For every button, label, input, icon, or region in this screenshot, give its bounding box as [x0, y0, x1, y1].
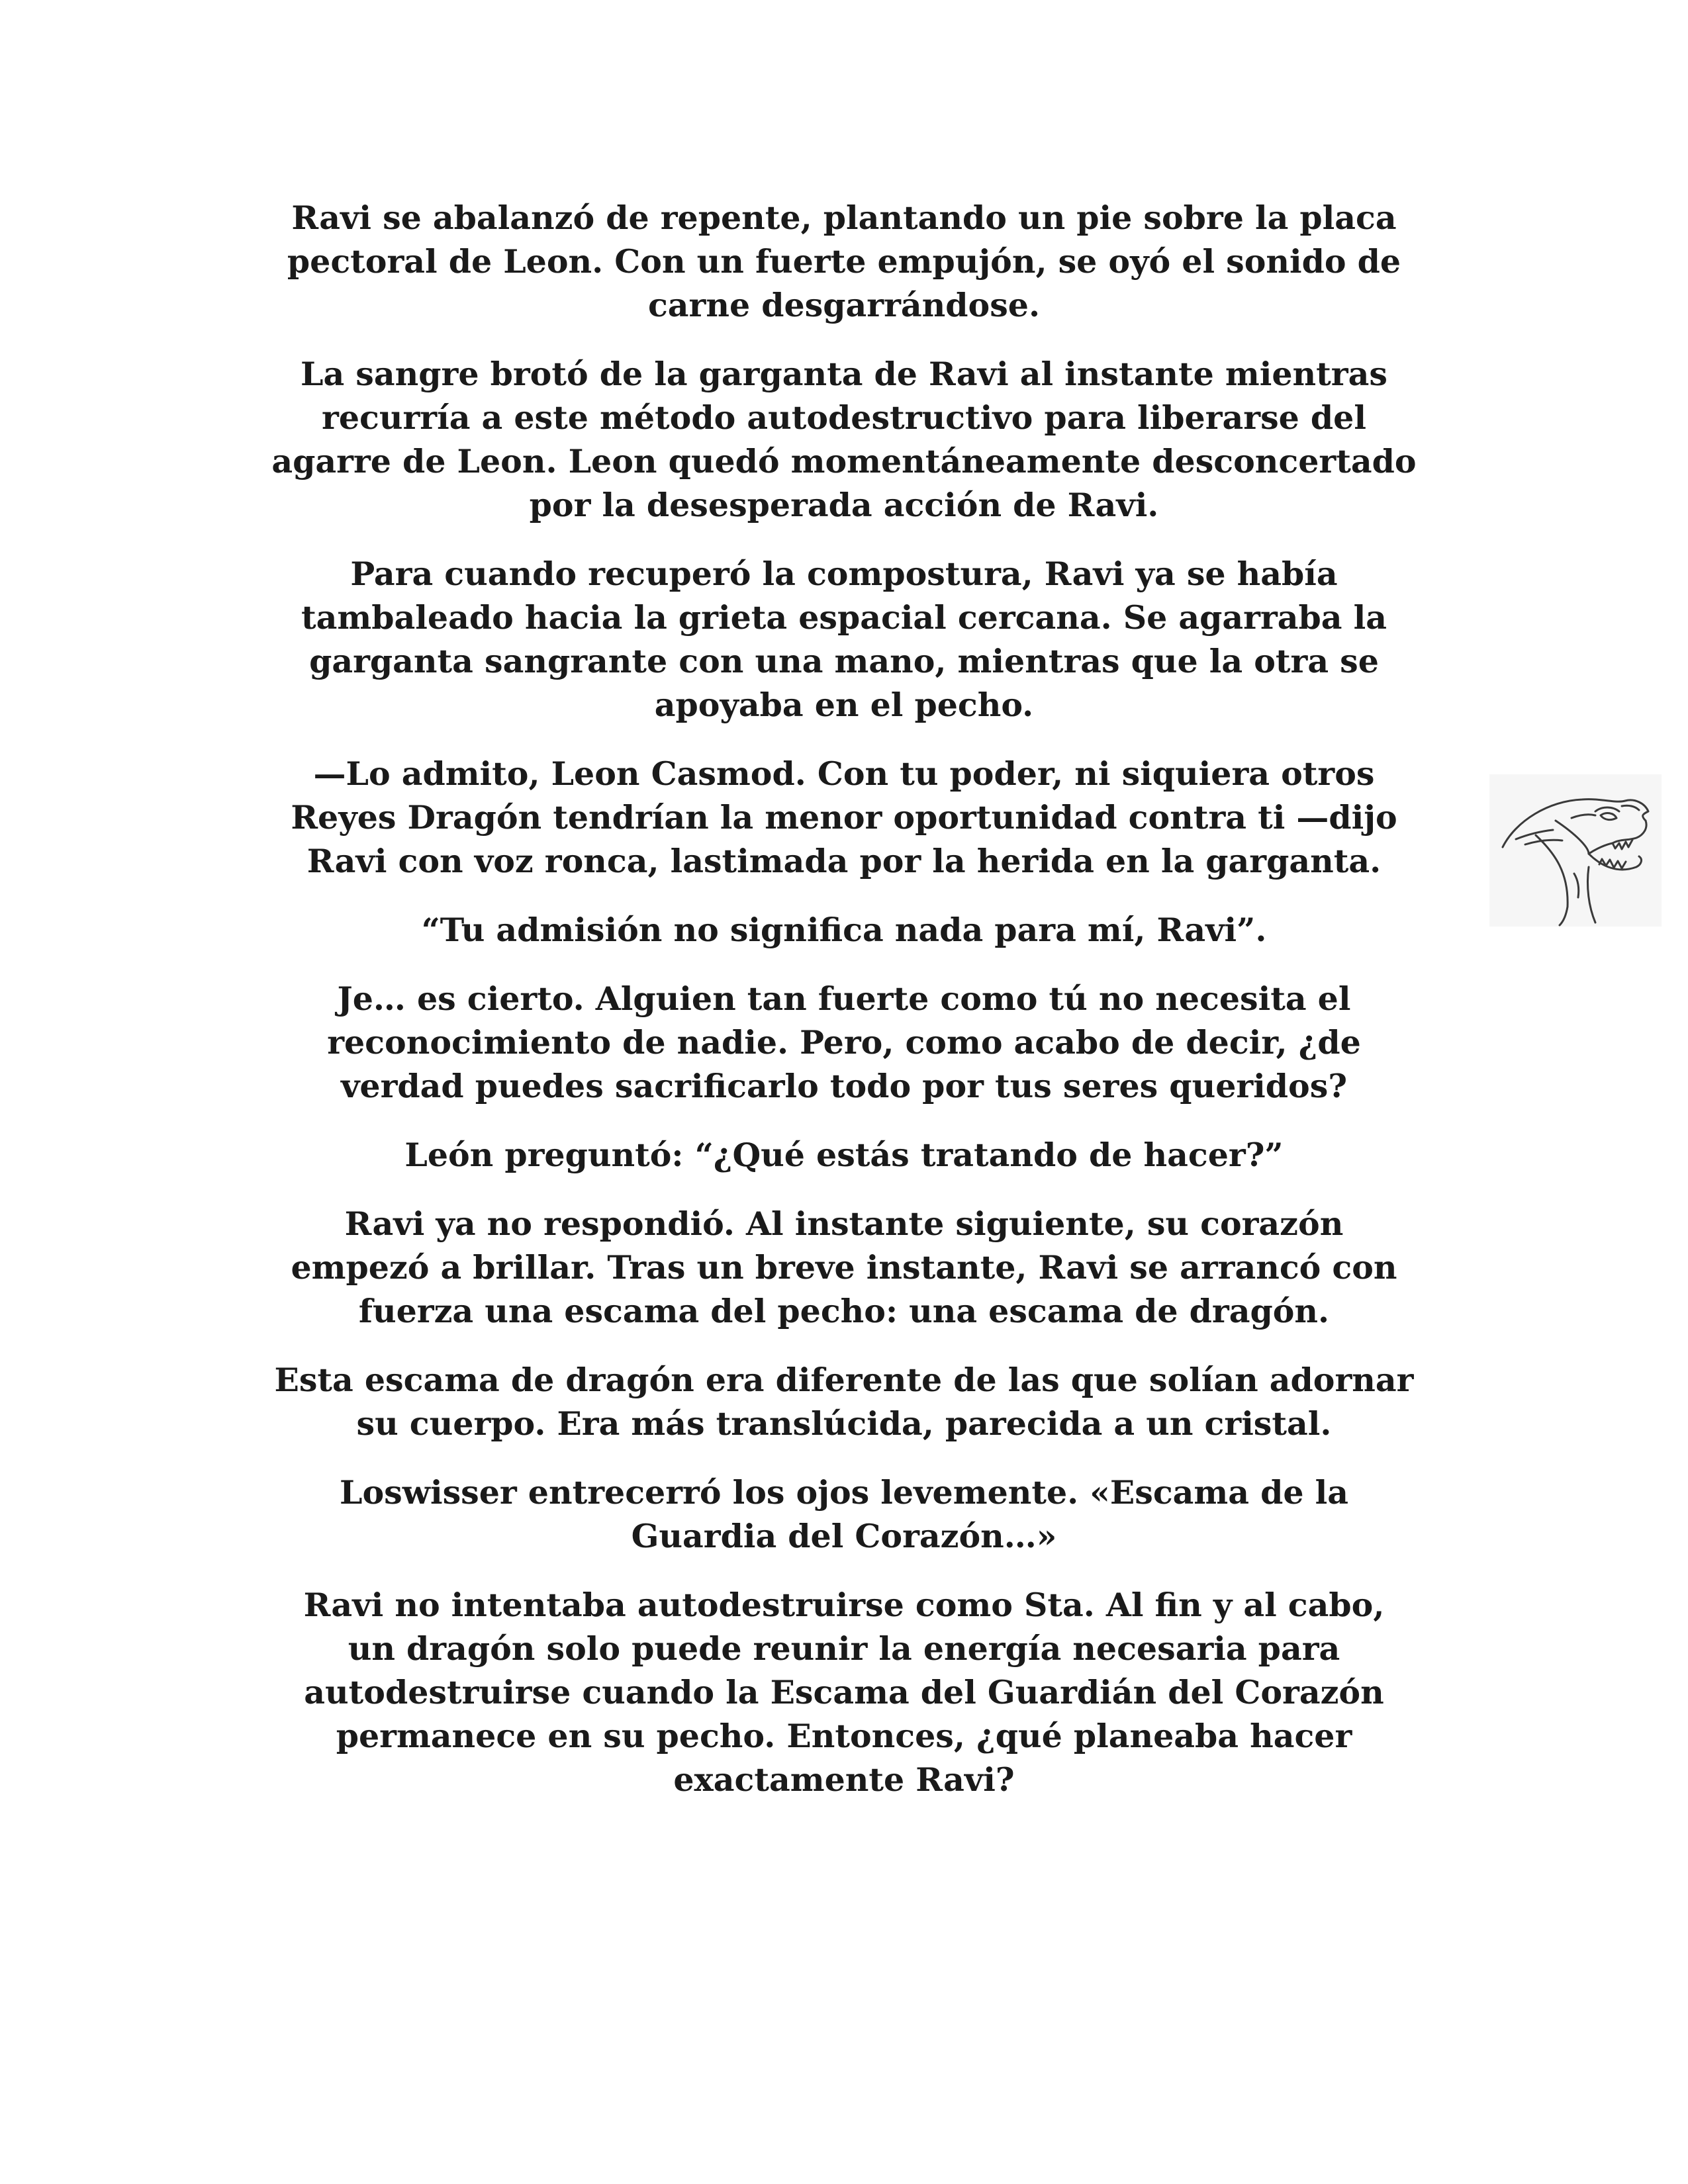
paragraph-7: [225, 1133, 1463, 1177]
text-line: empezó a brillar. Tras un breve instante, Ravi se arrancó con: [291, 1248, 1397, 1287]
paragraph-5: [225, 908, 1463, 952]
paragraph-3: [225, 552, 1463, 727]
paragraph-6: [225, 977, 1463, 1108]
text-line: Ravi con voz ronca, lastimada por la herida en la garganta.: [306, 842, 1382, 880]
text-line: agarre de Leon. Leon quedó momentáneamente desconcertado: [271, 442, 1417, 480]
text-line: Ravi se abalanzó de repente, plantando un pie sobre la placa: [291, 199, 1397, 237]
text-line: por la desesperada acción de Ravi.: [529, 486, 1159, 524]
text-line: permanece en su pecho. Entonces, ¿qué planeaba hacer: [336, 1717, 1352, 1755]
text-line: verdad puedes sacrificarlo todo por tus seres queridos?: [340, 1067, 1348, 1105]
text-line: “Tu admisión no significa nada para mí, Ravi”.: [421, 911, 1267, 949]
text-line: pectoral de Leon. Con un fuerte empujón, se oyó el sonido de: [287, 242, 1401, 281]
text-line: —Lo admito, Leon Casmod. Con tu poder, ni siquiera otros: [313, 754, 1375, 793]
text-line: León preguntó: “¿Qué estás tratando de hacer?”: [404, 1136, 1284, 1174]
text-line: carne desgarrándose.: [647, 286, 1041, 324]
text-line: reconocimiento de nadie. Pero, como acabo de decir, ¿de: [327, 1023, 1361, 1062]
story-text: [225, 196, 1463, 1827]
text-line: un dragón solo puede reunir la energía necesaria para: [348, 1629, 1340, 1668]
text-line: recurría a este método autodestructivo para liberarse del: [322, 398, 1366, 437]
text-line: garganta sangrante con una mano, mientras que la otra se: [309, 642, 1379, 680]
text-line: Loswisser entrecerró los ojos levemente. «Escama de la: [340, 1473, 1348, 1512]
paragraph-1: [225, 196, 1463, 327]
text-line: fuerza una escama del pecho: una escama de dragón.: [358, 1292, 1330, 1330]
dinosaur-sketch-icon: [1489, 774, 1662, 927]
paragraph-11: [225, 1583, 1463, 1801]
paragraph-2: [225, 352, 1463, 527]
text-line: Ravi no intentaba autodestruirse como Sta. Al fin y al cabo,: [303, 1586, 1385, 1624]
text-line: Je… es cierto. Alguien tan fuerte como tú no necesita el: [337, 979, 1351, 1018]
paragraph-9: [225, 1358, 1463, 1445]
text-line: autodestruirse cuando la Escama del Guardián del Corazón: [304, 1673, 1384, 1711]
text-line: Esta escama de dragón era diferente de las que solían adornar: [274, 1361, 1414, 1399]
text-line: apoyaba en el pecho.: [654, 686, 1034, 724]
text-line: Para cuando recuperó la compostura, Ravi ya se había: [350, 555, 1338, 593]
paragraph-10: [225, 1471, 1463, 1558]
text-line: Reyes Dragón tendrían la menor oportunidad contra ti —dijo: [291, 798, 1397, 837]
dinosaur-sketch-icon: [1489, 774, 1662, 927]
paragraph-8: [225, 1202, 1463, 1333]
text-line: su cuerpo. Era más translúcida, parecida a un cristal.: [356, 1404, 1332, 1443]
text-line: Guardia del Corazón…»: [631, 1517, 1057, 1555]
text-line: tambaleado hacia la grieta espacial cercana. Se agarraba la: [301, 598, 1387, 637]
text-line: exactamente Ravi?: [673, 1760, 1015, 1799]
paragraph-4: [225, 752, 1463, 883]
text-line: La sangre brotó de la garganta de Ravi al instante mientras: [301, 355, 1387, 393]
text-line: Ravi ya no respondió. Al instante siguiente, su corazón: [344, 1205, 1344, 1243]
